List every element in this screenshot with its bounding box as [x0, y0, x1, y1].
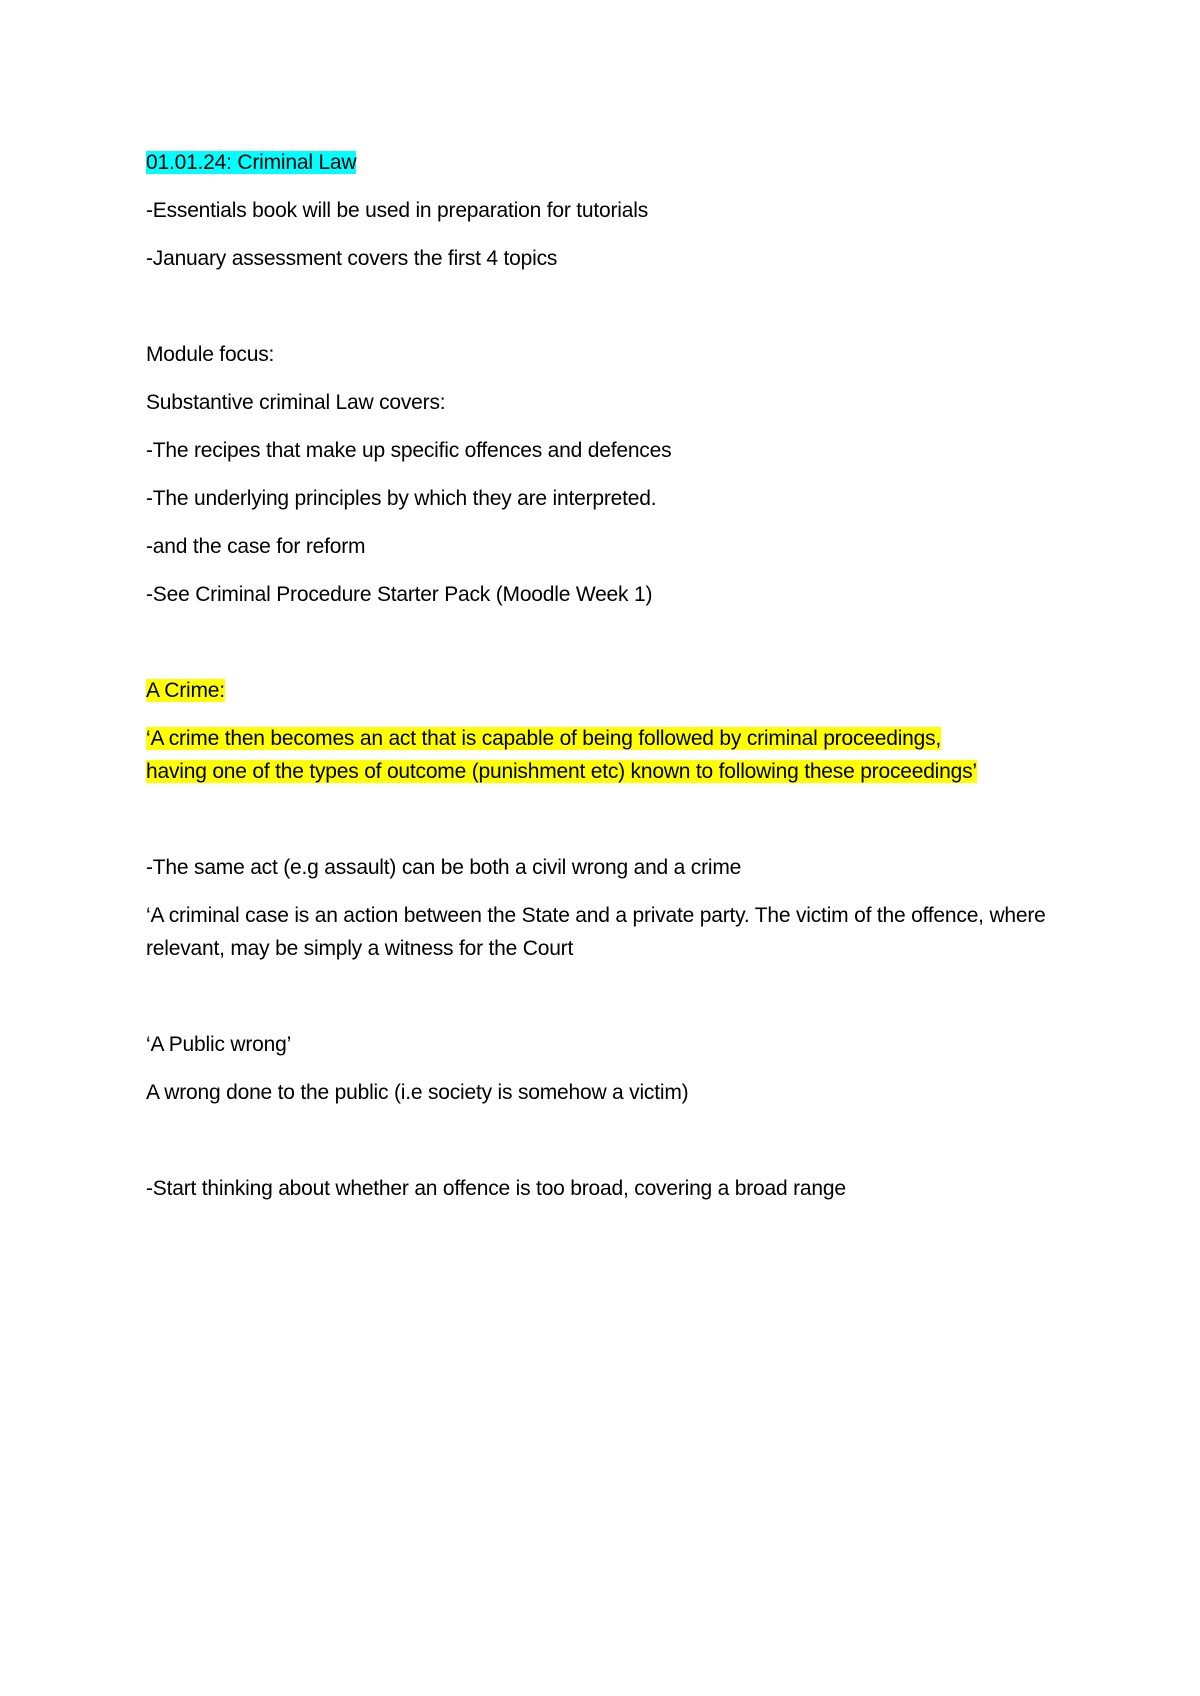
document-body: [146, 146, 1076, 1220]
module-focus-item: -The recipes that make up specific offences and defences: [146, 439, 672, 462]
spacer: [146, 290, 1076, 338]
criminal-case-quote: ‘A criminal case is an action between the State and a private party. The victim of the offence, where relevant, may be simply a witness for the Court: [146, 904, 1046, 960]
crime-quote: [146, 722, 1076, 788]
module-focus-item: -The underlying principles by which they are interpreted.: [146, 487, 657, 510]
page-title: [146, 146, 1076, 179]
public-wrong-definition: A wrong done to the public (i.e society is somehow a victim): [146, 1081, 689, 1104]
public-wrong-heading: ‘A Public wrong’: [146, 1033, 292, 1056]
crime-heading: [146, 674, 1076, 707]
civil-wrong-line: -The same act (e.g assault) can be both a civil wrong and a crime: [146, 856, 742, 879]
crime-heading-highlight: A Crime:: [146, 679, 225, 702]
spacer: [146, 626, 1076, 674]
spacer: [146, 1124, 1076, 1172]
module-focus-subheading: Substantive criminal Law covers:: [146, 391, 446, 414]
title-highlight: 01.01.24: Criminal Law: [146, 151, 357, 174]
intro-line-1: -Essentials book will be used in preparation for tutorials: [146, 199, 648, 222]
module-focus-item: -See Criminal Procedure Starter Pack (Moodle Week 1): [146, 583, 653, 606]
module-focus-item: -and the case for reform: [146, 535, 366, 558]
spacer: [146, 980, 1076, 1028]
module-focus-heading: Module focus:: [146, 343, 275, 366]
crime-quote-line-1: ‘A crime then becomes an act that is capable of being followed by criminal proceedings,: [146, 727, 942, 750]
spacer: [146, 803, 1076, 851]
intro-line-2: -January assessment covers the first 4 topics: [146, 247, 558, 270]
closing-note: -Start thinking about whether an offence is too broad, covering a broad range: [146, 1177, 846, 1200]
crime-quote-line-2: having one of the types of outcome (punishment etc) known to following these proceedings’: [146, 760, 977, 783]
